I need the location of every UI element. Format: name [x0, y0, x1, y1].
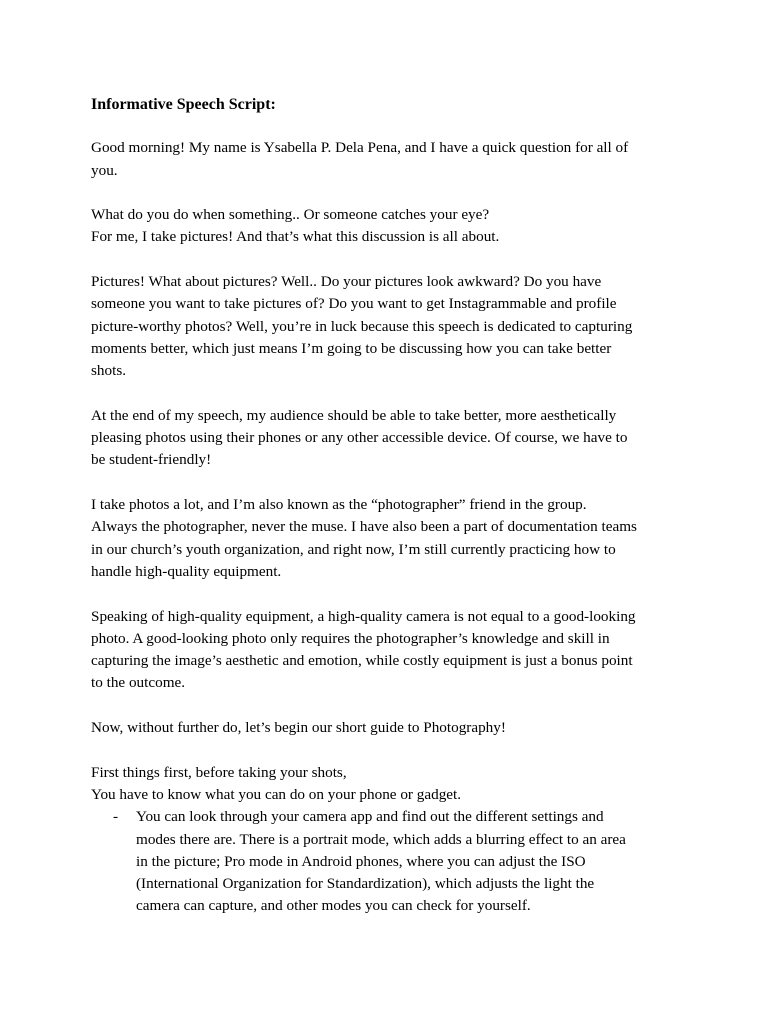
text-line: Always the photographer, never the muse. I have also been a part of documentation teams	[91, 518, 637, 536]
paragraph-goal	[91, 405, 681, 472]
text-line: someone you want to take pictures of? Do you want to get Instagrammable and profile	[91, 295, 617, 313]
text-line: moments better, which just means I’m going to be discussing how you can take better	[91, 339, 612, 357]
paragraph-transition	[91, 717, 681, 739]
text-line: in our church’s youth organization, and right now, I’m still currently practicing how to	[91, 540, 616, 558]
text-line: modes there are. There is a portrait mode, which adds a blurring effect to an area	[136, 830, 626, 848]
text-line: What do you do when something.. Or someone catches your eye?	[91, 206, 490, 224]
text-line: handle high-quality equipment.	[91, 562, 282, 580]
paragraph-greeting	[91, 137, 681, 182]
paragraph-credibility	[91, 494, 681, 583]
text-line: For me, I take pictures! And that’s what this discussion is all about.	[91, 228, 500, 246]
paragraph-first-things	[91, 762, 681, 807]
text-line: You have to know what you can do on your phone or gadget.	[91, 785, 462, 803]
text-line: Now, without further do, let’s begin our short guide to Photography!	[91, 719, 506, 737]
text-line: First things first, before taking your shots,	[91, 763, 347, 781]
document-content	[91, 94, 681, 918]
bullet-list-item	[91, 806, 681, 917]
text-line: shots.	[91, 362, 127, 380]
text-line: (International Organization for Standardization), which adjusts the light the	[136, 875, 595, 893]
text-line: Speaking of high-quality equipment, a high-quality camera is not equal to a good-looking	[91, 607, 636, 625]
text-line: Pictures! What about pictures? Well.. Do your pictures look awkward? Do you have	[91, 273, 602, 291]
text-line: to the outcome.	[91, 674, 186, 692]
text-line: I take photos a lot, and I’m also known as the “photographer” friend in the group.	[91, 496, 587, 514]
paragraph-equipment	[91, 606, 681, 695]
text-line: in the picture; Pro mode in Android phones, where you can adjust the ISO	[136, 852, 586, 870]
text-line: capturing the image’s aesthetic and emotion, while costly equipment is just a bonus point	[91, 652, 633, 670]
bullet-marker: -	[113, 808, 119, 826]
paragraph-pictures	[91, 271, 681, 382]
text-line: picture-worthy photos? Well, you’re in luck because this speech is dedicated to capturing	[91, 317, 633, 335]
text-line: be student-friendly!	[91, 451, 212, 469]
document-title: Informative Speech Script:	[91, 96, 276, 113]
paragraph-question	[91, 204, 681, 249]
text-line: pleasing photos using their phones or any other accessible device. Of course, we have to	[91, 429, 628, 447]
text-line: You can look through your camera app and find out the different settings and	[136, 808, 604, 826]
text-line: Good morning! My name is Ysabella P. Dela Pena, and I have a quick question for all of	[91, 139, 629, 157]
text-line: photo. A good-looking photo only requires the photographer’s knowledge and skill in	[91, 629, 610, 647]
text-line: At the end of my speech, my audience should be able to take better, more aesthetically	[91, 406, 617, 424]
text-line: you.	[91, 161, 118, 179]
text-line: camera can capture, and other modes you can check for yourself.	[136, 897, 531, 915]
